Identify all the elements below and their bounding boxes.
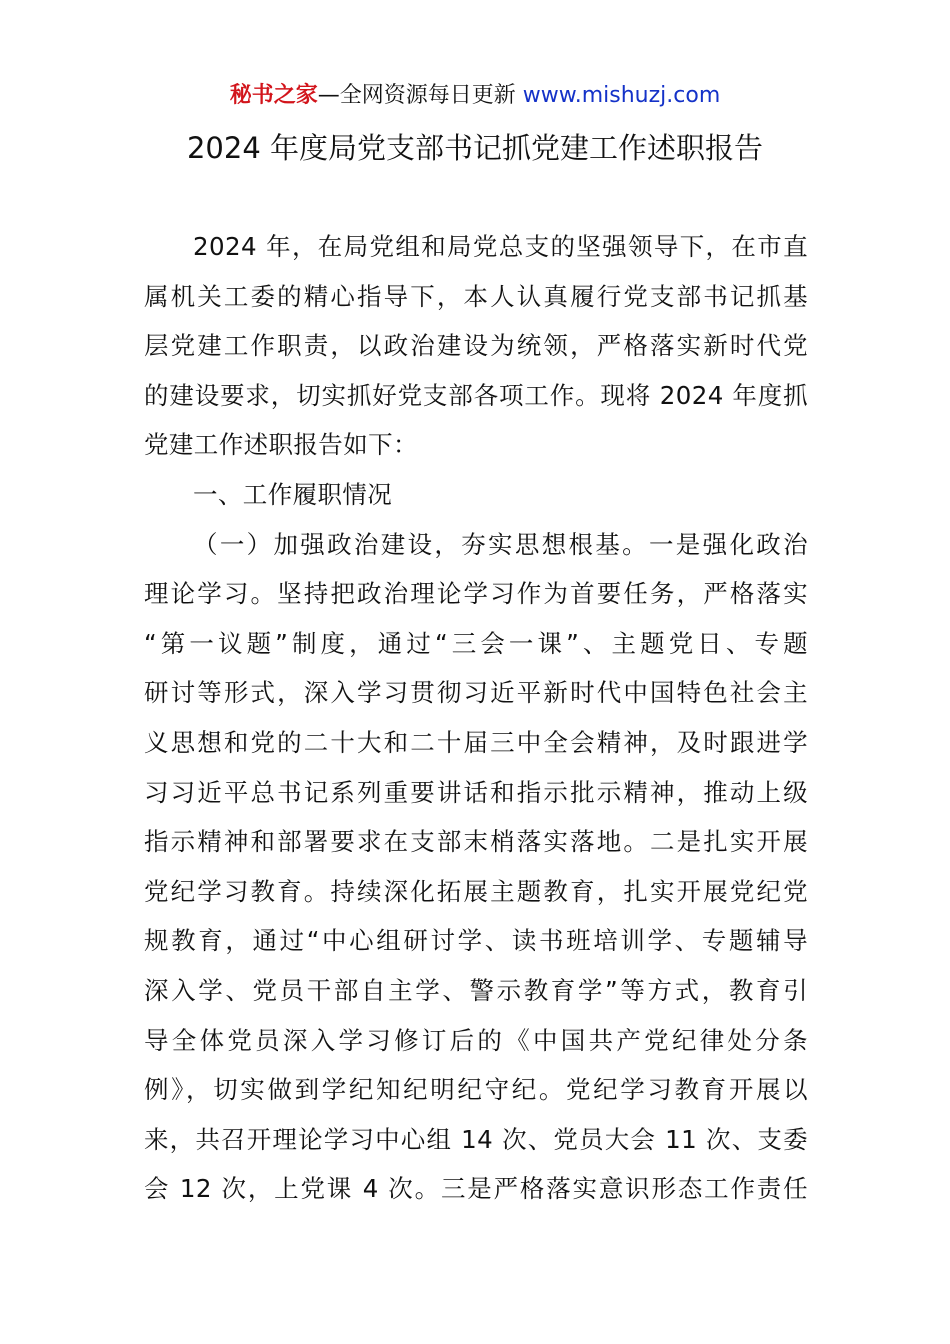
paragraph-line: 党建工作述职报告如下： xyxy=(144,430,418,460)
document-body xyxy=(144,222,808,1214)
section-heading: 一、工作履职情况 xyxy=(193,479,393,509)
paragraph-line: 理论学习。坚持把政治理论学习作为首要任务，严格落实 xyxy=(144,579,808,609)
paragraph-line: 来，共召开理论学习中心组 14 次、党员大会 11 次、支委 xyxy=(144,1124,808,1154)
paragraph-line: 会 12 次，上党课 4 次。三是严格落实意识形态工作责任 xyxy=(144,1174,808,1204)
paragraph-line: 深入学、党员干部自主学、警示教育学”等方式，教育引 xyxy=(144,975,808,1005)
paragraph-line: （一）加强政治建设，夯实思想根基。一是强化政治 xyxy=(193,529,808,559)
paragraph-line: 的建设要求，切实抓好党支部各项工作。现将 2024 年度抓 xyxy=(144,380,808,410)
header-slogan: —全网资源每日更新 xyxy=(317,83,516,108)
paragraph-line: 指示精神和部署要求在支部末梢落实落地。二是扎实开展 xyxy=(144,827,808,857)
paragraph-line: 研讨等形式，深入学习贯彻习近平新时代中国特色社会主 xyxy=(144,678,808,708)
paragraph-line: 层党建工作职责，以政治建设为统领，严格落实新时代党 xyxy=(144,331,808,361)
paragraph-line: 党纪学习教育。持续深化拓展主题教育，扎实开展党纪党 xyxy=(144,876,808,906)
paragraph-line: 规教育，通过“中心组研讨学、读书班培训学、专题辅导 xyxy=(144,926,808,956)
paragraph-line: 属机关工委的精心指导下，本人认真履行党支部书记抓基 xyxy=(144,281,808,311)
site-url-link[interactable]: www.mishuzj.com xyxy=(522,83,721,108)
paragraph-line: 例》，切实做到学纪知纪明纪守纪。党纪学习教育开展以 xyxy=(144,1075,808,1105)
paragraph-line: 2024 年，在局党组和局党总支的坚强领导下，在市直 xyxy=(193,232,808,261)
paragraph-line: 导全体党员深入学习修订后的《中国共产党纪律处分条 xyxy=(144,1025,808,1055)
brand-name: 秘书之家 xyxy=(229,83,318,108)
paragraph-line: 习习近平总书记系列重要讲话和指示批示精神，推动上级 xyxy=(144,777,808,807)
paragraph-line: 义思想和党的二十大和二十届三中全会精神，及时跟进学 xyxy=(144,727,808,757)
site-header xyxy=(0,80,950,112)
paragraph-line: “第一议题”制度，通过“三会一课”、主题党日、专题 xyxy=(144,628,808,658)
document-title: 2024 年度局党支部书记抓党建工作述职报告 xyxy=(186,131,764,165)
